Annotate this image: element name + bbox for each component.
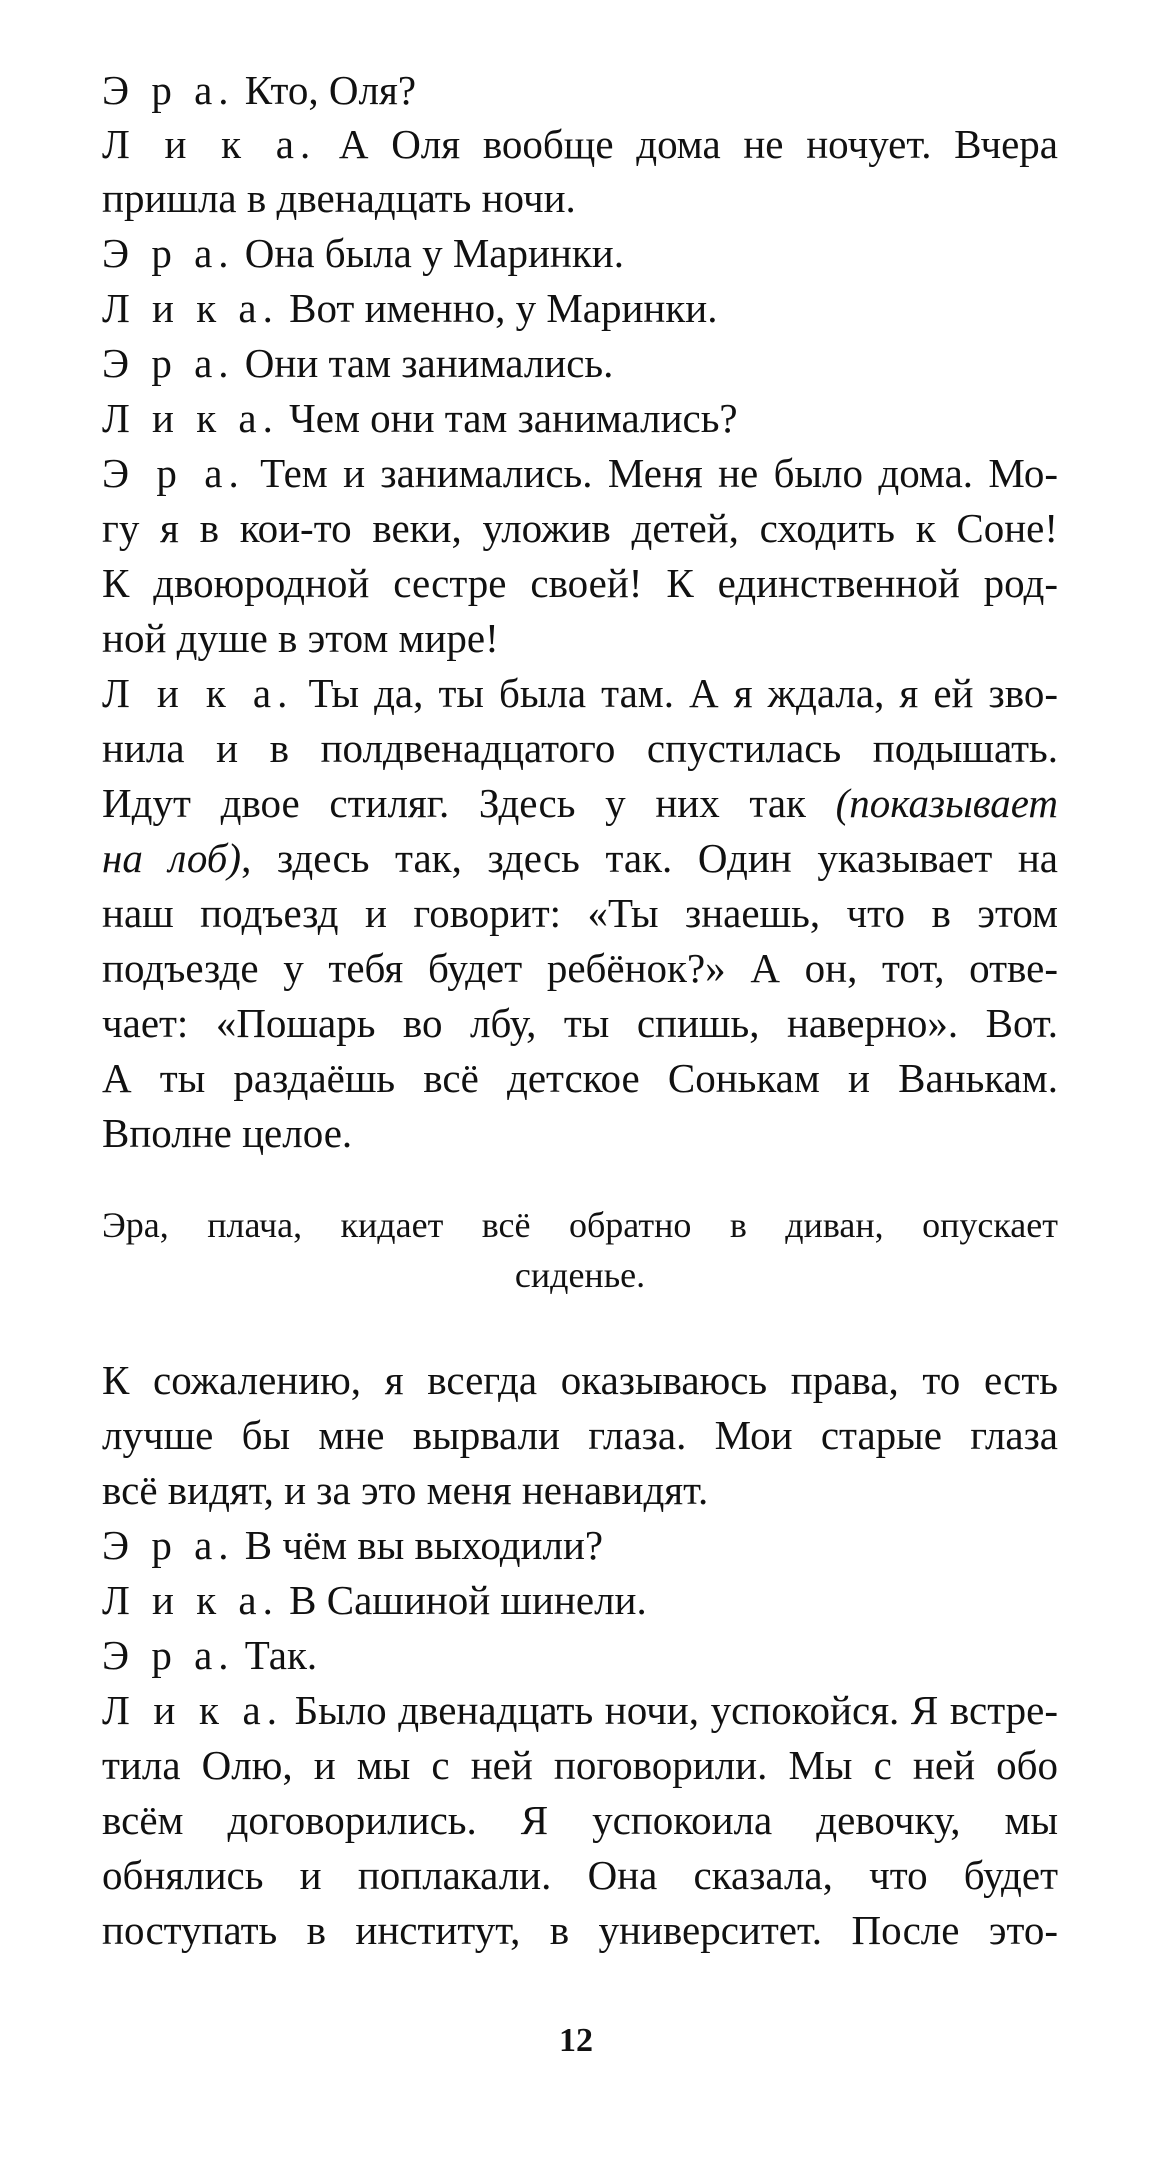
line-text: лучше бы мне вырвали глаза. Мои старые глаза (102, 1412, 1058, 1458)
stage-remark-italic: на лоб) (102, 835, 242, 881)
dialogue-line (102, 1352, 1058, 1408)
line-text: А Оля вообще дома не ночует. Вчера (316, 121, 1058, 167)
line-text: наш подъезд и говорит: «Ты знаешь, что в этом (102, 890, 1058, 936)
dialogue-line (102, 1682, 1058, 1738)
line-text: Вот именно, у Маринки. (278, 285, 718, 331)
dialogue-line (102, 1050, 1058, 1106)
line-text: подъезде у тебя будет ребёнок?» А он, тот, отве- (102, 945, 1058, 991)
dialogue-line (102, 995, 1058, 1051)
dialogue-line (102, 720, 1058, 776)
page-number: 12 (559, 2022, 593, 2059)
line-text: К двоюродной сестре своей! К единственной род- (102, 560, 1058, 606)
dialogue-line (102, 1462, 1058, 1518)
dialogue-line (102, 170, 1058, 226)
dialogue-line (102, 610, 1058, 666)
dialogue-line (102, 830, 1058, 886)
line-text: обнялись и поплакали. Она сказала, что будет (102, 1852, 1058, 1898)
line-text: Они там занимались. (234, 340, 614, 386)
line-text: ной душе в этом мире! (102, 615, 499, 661)
line-text: Так. (234, 1632, 318, 1678)
stage-direction-line: Эра, плача, кидает всё обратно в диван, опускает (102, 1205, 1058, 1245)
dialogue-line (102, 1105, 1058, 1161)
dialogue-line (102, 1902, 1058, 1958)
speaker-name: Э р а. (102, 1522, 235, 1568)
dialogue-line (102, 335, 1058, 391)
speaker-name: Л и к а. (102, 670, 294, 716)
line-text: К сожалению, я всегда оказываюсь права, то есть (102, 1357, 1058, 1403)
speaker-name: Э р а. (102, 1632, 235, 1678)
line-text: гу я в кои-то веки, уложив детей, сходить к Соне! (102, 505, 1058, 551)
speaker-name: Л и к а. (102, 1577, 279, 1623)
speaker-name: Л и к а. (102, 395, 279, 441)
line-text: всё видят, и за это меня ненавидят. (102, 1467, 709, 1513)
speaker-name: Э р а. (102, 450, 245, 496)
line-text: В чём вы выходили? (234, 1522, 604, 1568)
stage-remark-italic: (показывает (835, 780, 1058, 826)
speaker-name: Э р а. (102, 230, 235, 276)
dialogue-line (102, 665, 1058, 721)
dialogue-line (102, 775, 1058, 831)
line-text: поступать в институт, в университет. После это- (102, 1907, 1058, 1953)
dialogue-line (102, 1407, 1058, 1463)
line-text: Чем они там занимались? (278, 395, 738, 441)
line-text: тила Олю, и мы с ней поговорили. Мы с ней обо (102, 1742, 1058, 1788)
line-text: , здесь так, здесь так. Один указывает на (241, 835, 1058, 881)
stage-direction-line: сиденье. (514, 1255, 646, 1295)
line-text: пришла в двенадцать ночи. (102, 175, 576, 221)
dialogue-line (102, 62, 1058, 118)
line-text: нила и в полдвенадцатого спустилась подышать. (102, 725, 1058, 771)
speaker-name: Л и к а. (102, 121, 317, 167)
dialogue-line (102, 1737, 1058, 1793)
speaker-name: Л и к а. (102, 285, 279, 331)
line-text: всём договорились. Я успокоила девочку, мы (102, 1797, 1058, 1843)
dialogue-line (102, 1572, 1058, 1628)
dialogue-line (102, 1792, 1058, 1848)
dialogue-line (102, 280, 1058, 336)
speaker-name: Э р а. (102, 340, 235, 386)
dialogue-line (102, 390, 1058, 446)
line-text: Она была у Маринки. (234, 230, 624, 276)
line-text: Ты да, ты была там. А я ждала, я ей зво- (293, 670, 1058, 716)
line-text: Было двенадцать ночи, успокойся. Я встре- (282, 1687, 1058, 1733)
dialogue-line (102, 1627, 1058, 1683)
dialogue-line (102, 1517, 1058, 1573)
dialogue-line (102, 500, 1058, 556)
dialogue-line (102, 445, 1058, 501)
dialogue-line (102, 940, 1058, 996)
line-text: Кто, Оля? (234, 67, 417, 113)
line-text: Идут двое стиляг. Здесь у них так (102, 780, 836, 826)
line-text: В Сашиной шинели. (278, 1577, 647, 1623)
dialogue-line (102, 1847, 1058, 1903)
dialogue-line (102, 555, 1058, 611)
line-text: чает: «Пошарь во лбу, ты спишь, наверно». Вот. (102, 1000, 1058, 1046)
dialogue-line (102, 885, 1058, 941)
speaker-name: Э р а. (102, 67, 235, 113)
speaker-name: Л и к а. (102, 1687, 283, 1733)
line-text: Тем и занимались. Меня не было дома. Мо- (244, 450, 1058, 496)
line-text: А ты раздаёшь всё детское Сонькам и Ванькам. (102, 1055, 1058, 1101)
dialogue-line (102, 225, 1058, 281)
line-text: Вполне целое. (102, 1110, 353, 1156)
dialogue-line (102, 116, 1058, 172)
